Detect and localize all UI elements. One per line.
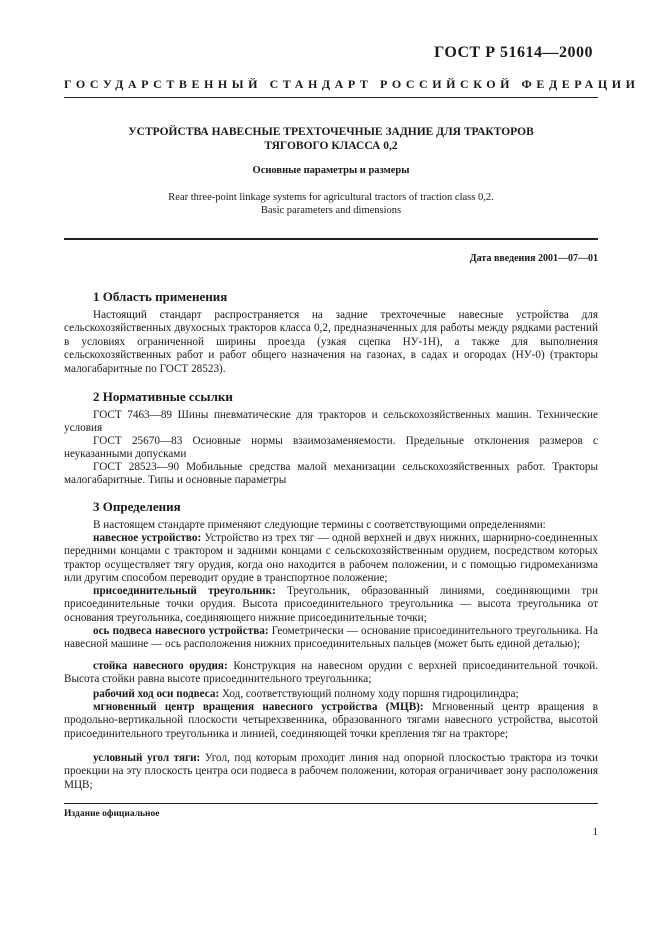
reference-2 — [64, 435, 598, 462]
english-title-line-2: Basic parameters and dimensions — [260, 205, 402, 216]
term-axis: ось подвеса навесного устройства: — [93, 625, 269, 637]
section-2-heading: 2 Нормативные ссылки — [93, 389, 233, 404]
section-1-text: Настоящий стандарт распространяется на задние трехточечные навесные устройства для сельскохозяйственных двухосных тракторов класса 0,2, предназначенных для работы между рядками растений в условиях ограниченной ширины проезда (узкая сцепка НУ-1Н), а также для выполнения сельскохозяйственных работ и работ общего назначения на газонах, в садах и огородах (НУ-0) (тракторы малогабаритные по ГОСТ 28523). — [64, 309, 598, 375]
document-title — [64, 125, 598, 153]
footer-divider — [64, 803, 598, 804]
state-standard-banner: ГОСУДАРСТВЕННЫЙ СТАНДАРТ РОССИЙСКОЙ ФЕДЕРАЦИИ — [64, 77, 640, 91]
header-divider — [64, 97, 598, 98]
definition-mast-text: Конструкция на навесном орудии с верхней присоединительной точкой. Высота стойки равна высоте присоединительного треугольника; — [64, 660, 598, 686]
definition-triangle-text: Треугольник, образованный линиями, соединяющими три присоединительные точки орудия. Высота присоединительного треугольника — высота треугольника от основания треугольника, соединяющего нижние присоединительные точки; — [64, 585, 598, 624]
section-1-paragraph — [64, 309, 598, 376]
reference-1 — [64, 409, 598, 436]
definitions-intro — [64, 519, 598, 532]
document-subtitle: Основные параметры и размеры — [252, 165, 410, 176]
definition-mast — [64, 660, 598, 687]
standard-code: ГОСТ Р 51614—2000 — [434, 44, 593, 61]
reference-3 — [64, 461, 598, 488]
title-line-2: ТЯГОВОГО КЛАССА 0,2 — [264, 140, 398, 152]
definition-pull-angle — [64, 752, 598, 792]
english-title-line-1: Rear three-point linkage systems for agricultural tractors of traction class 0,2. — [168, 192, 494, 203]
definition-hitch — [64, 532, 598, 586]
definition-hitch-text: Устройство из трех тяг — одной верхней и двух нижних, шарнирно-соединенных передними концами с трактором и задними концами с сельскохозяйственным орудием, посредством которых трактор осуществляет тягу орудия, когда оно находится в рабочем положении, и с помощью гидромеханизма или другим способом переводит орудие в транспортное положение; — [64, 532, 599, 585]
term-icr: мгновенный центр вращения навесного устройства (МЦВ): — [93, 701, 424, 713]
definition-icr — [64, 701, 598, 741]
term-mast: стойка навесного орудия: — [93, 660, 228, 672]
definitions-intro-text: В настоящем стандарте применяют следующие термины с соответствующими определениями: — [93, 519, 546, 531]
reference-1-text: ГОСТ 7463—89 Шины пневматические для тракторов и сельскохозяйственных машин. Технические условия — [64, 409, 598, 435]
reference-3-text: ГОСТ 28523—90 Мобильные средства малой механизации сельскохозяйственных работ. Тракторы малогабаритные. Типы и основные параметры — [64, 461, 598, 487]
term-hitch: навесное устройство: — [93, 532, 202, 544]
title-line-1: УСТРОЙСТВА НАВЕСНЫЕ ТРЕХТОЧЕЧНЫЕ ЗАДНИЕ ДЛЯ ТРАКТОРОВ — [128, 126, 534, 138]
reference-2-text: ГОСТ 25670—83 Основные нормы взаимозаменяемости. Предельные отклонения размеров с неуказанными допусками — [64, 435, 598, 461]
english-title — [64, 191, 598, 217]
definition-stroke-text: Ход, соответствующий полному ходу поршня гидроцилиндра; — [219, 688, 519, 700]
definition-stroke — [64, 688, 598, 701]
definition-pull-angle-text: Угол, под которым проходит линия над опорной плоскостью трактора из точки проекции на эту плоскость центра оси подвеса в рабочем положении, которая ограничивает зону расположения МЦВ; — [64, 752, 598, 791]
definition-icr-text: Мгновенный центр вращения в продольно-вертикальной плоскости четырехзвенника, образованного тягами навесного устройства, высотой присоединительного треугольника и линией, соединяющей точки крепления тяг на тракторе; — [64, 701, 598, 740]
definition-axis-text: Геометрически — основание присоединительного треугольника. На навесной машине — ось расположения нижних присоединительных пальцев (может быть единой деталью); — [64, 625, 598, 651]
page-number: 1 — [592, 826, 598, 838]
definition-axis — [64, 625, 598, 652]
term-pull-angle: условный угол тяги: — [93, 752, 201, 764]
term-stroke: рабочий ход оси подвеса: — [93, 688, 220, 700]
title-divider — [64, 238, 598, 240]
definition-triangle — [64, 585, 598, 625]
introduction-date: Дата введения 2001—07—01 — [469, 253, 598, 264]
term-triangle: присоединительный треугольник: — [93, 585, 276, 597]
section-3-heading: 3 Определения — [93, 499, 181, 514]
official-edition-label: Издание официальное — [64, 809, 160, 819]
section-1-heading: 1 Область применения — [93, 289, 228, 304]
